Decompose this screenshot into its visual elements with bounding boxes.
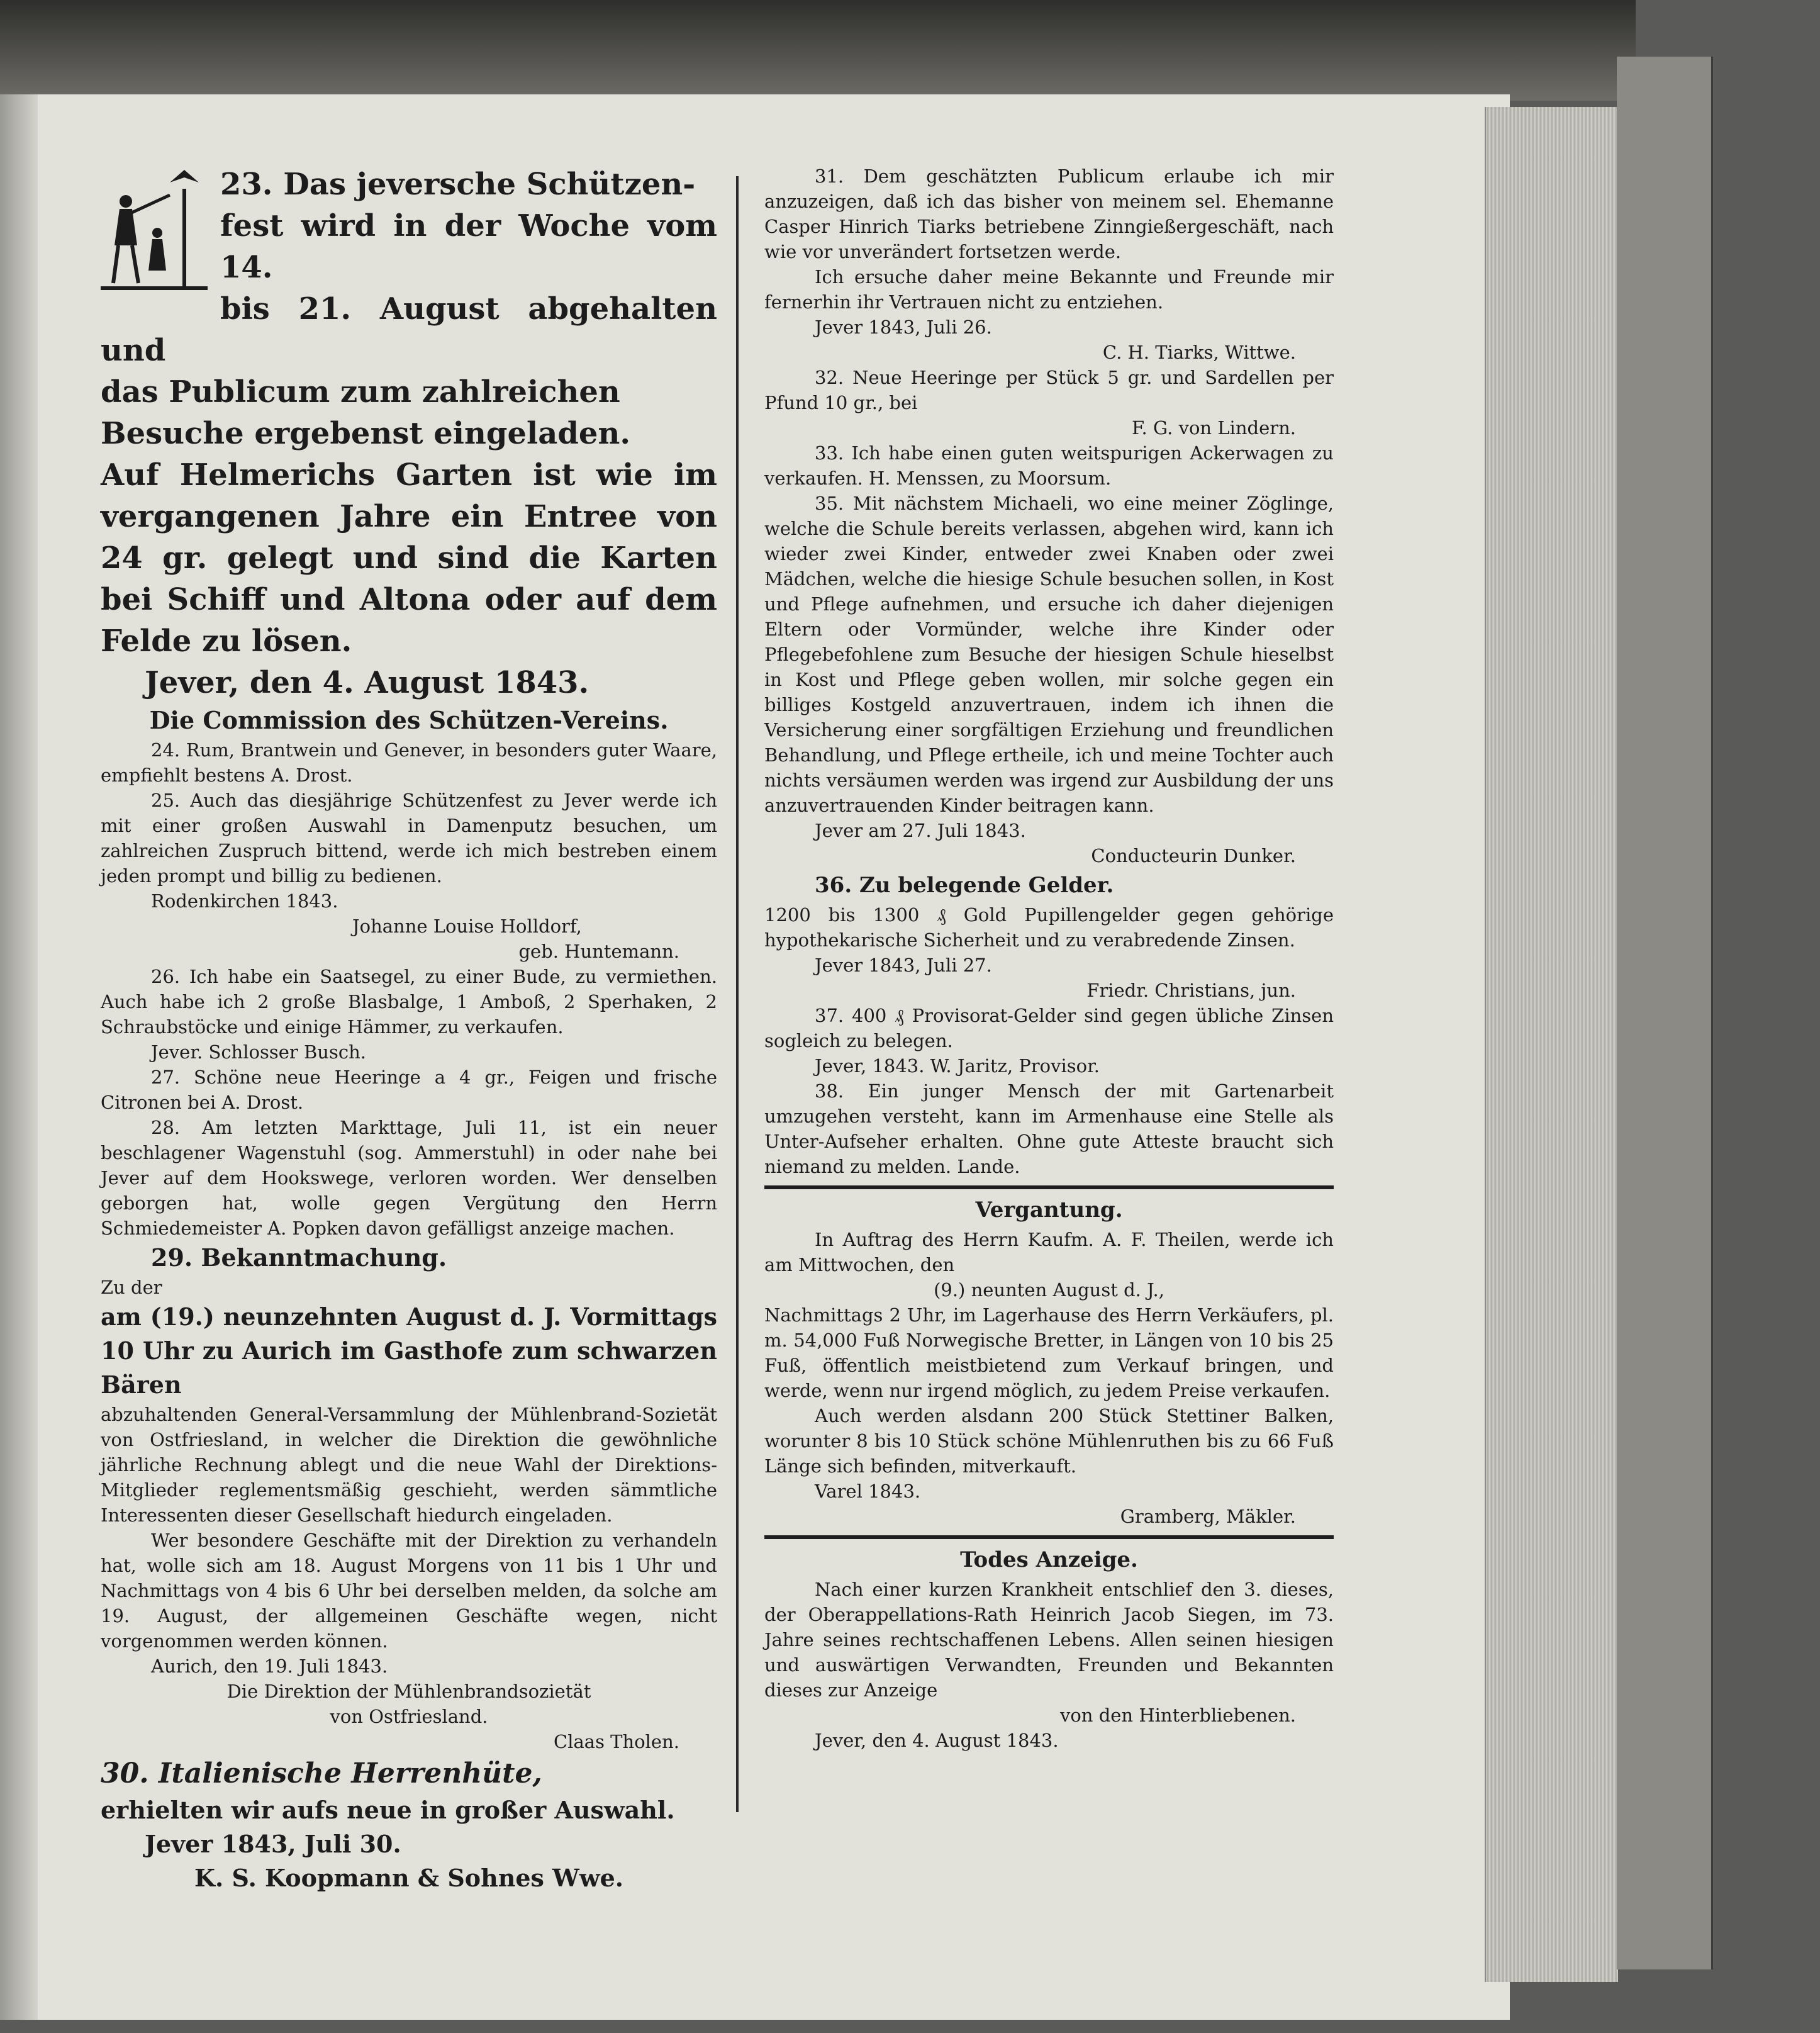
auction-date: (9.) neunten August d. J., [934, 1279, 1164, 1301]
notice-30-heading: 30. Italienische Herrenhüte, [101, 1757, 542, 1789]
notice-26-signature: Jever. Schlosser Busch. [151, 1041, 366, 1063]
notice-30-text: erhielten wir aufs neue in großer Auswahl. [101, 1796, 675, 1824]
notice-29-heading: 29. Bekanntmachung. [151, 1243, 447, 1272]
notice-25: 25. Auch das diesjährige Schützenfest zu Jever werde ich mit einer großen Auswahl in Damenputz besuchen, um zahlreichen Zuspruch bittend, werde ich mich bestreben einem jeden prompt und billig zu bedienen. [101, 790, 717, 887]
notice-25-signature-maiden: geb. Huntemann. [518, 941, 679, 962]
death-notice-signature: von den Hinterbliebenen. [1059, 1705, 1296, 1726]
notice-32-signature: F. G. von Lindern. [1131, 417, 1296, 439]
notice-26: 26. Ich habe ein Saatsegel, zu einer Bude, zu vermiethen. Auch habe ich 2 große Blasbalge, 1 Amboß, 2 Sperhaken, 2 Schraubstöcke und einige Hämmer, zu verkaufen. [101, 966, 717, 1038]
notice-23-line4: das Publicum zum zahlreichen [101, 374, 620, 410]
death-notice-date: Jever, den 4. August 1843. [815, 1730, 1059, 1751]
notice-24: 24. Rum, Brantwein und Genever, in besonders guter Waare, empfiehlt bestens A. Drost. [101, 739, 717, 786]
notice-29-meeting: am (19.) neunzehnten August d. J. Vormittags 10 Uhr zu Aurich im Gasthofe zum schwarzen Bären [101, 1302, 717, 1399]
notice-29-text-2: Wer besondere Geschäfte mit der Direktion zu verhandeln hat, wolle sich am 18. August Morgens von 11 bis 1 Uhr und Nachmittags von 4 bis 6 Uhr bei derselben melden, da solche am 19. August, der allgemeinen Geschäfte wegen, nicht vorgenommen werden können. [101, 1530, 717, 1652]
notice-25-place: Rodenkirchen 1843. [151, 890, 338, 912]
notice-29-signature-name: Claas Tholen. [554, 1731, 679, 1752]
notice-31-signature: C. H. Tiarks, Wittwe. [1102, 342, 1296, 363]
notice-33: 33. Ich habe einen guten weitspurigen Ackerwagen zu verkaufen. H. Menssen, zu Moorsum. [764, 442, 1334, 489]
notice-30-signature: K. S. Koopmann & Sohnes Wwe. [194, 1864, 623, 1892]
notice-36-signature: Friedr. Christians, jun. [1086, 980, 1296, 1001]
notice-35-date: Jever am 27. Juli 1843. [815, 820, 1026, 841]
notice-37: 37. 400 ₰ Provisorat-Gelder sind gegen übliche Zinsen sogleich zu belegen. [764, 1005, 1334, 1051]
auction-text: In Auftrag des Herrn Kaufm. A. F. Theilen, werde ich am Mittwochen, den [764, 1229, 1334, 1275]
death-notice-heading: Todes Anzeige. [960, 1547, 1138, 1572]
notice-29-signature: Die Direktion der Mühlenbrandsozietät [226, 1681, 591, 1702]
notice-32: 32. Neue Heeringe per Stück 5 gr. und Sardellen per Pfund 10 gr., bei [764, 367, 1334, 413]
notice-36-heading: 36. Zu belegende Gelder. [815, 873, 1114, 898]
notice-23-line2: fest wird in der Woche vom 14. [220, 208, 717, 285]
notice-23-line5: Besuche ergebenst eingeladen. [101, 416, 631, 451]
book-fore-edge [1485, 107, 1618, 1982]
notice-30-date: Jever 1843, Juli 30. [145, 1830, 401, 1858]
notice-25-signature: Johanne Louise Holldorf, [352, 916, 582, 937]
notice-29-text: abzuhaltenden General-Versammlung der Mühlenbrand-Sozietät von Ostfriesland, in welcher die Direktion die gewöhnliche jährliche Rechnung ablegt und die neue Wahl der Direktions-Mitglieder reglementsmäßig geschieht, werden sämmtliche Interessenten dieser Gesellschaft hiedurch eingeladen. [101, 1404, 717, 1526]
notice-31: 31. Dem geschätzten Publicum erlaube ich mir anzuzeigen, daß ich das bisher von meinem sel. Ehemanne Casper Hinrich Tiarks betriebene Zinngießergeschäft, nach wie vor unverändert fortsetzen werde. [764, 165, 1334, 262]
section-divider [764, 1185, 1334, 1189]
notice-31-text-2: Ich ersuche daher meine Bekannte und Freunde mir fernerhin ihr Vertrauen nicht zu entziehen. [764, 266, 1334, 313]
section-divider-2 [764, 1535, 1334, 1539]
notice-28: 28. Am letzten Markttage, Juli 11, ist ein neuer beschlagener Wagenstuhl (sog. Ammerstuhl) in oder nahe bei Jever auf dem Hookswege, verloren worden. Wer denselben geborgen hat, wolle gegen Vergütung den Herrn Schmiedemeister A. Popken davon gefälligst anzeige machen. [101, 1117, 717, 1239]
notice-23-text: Auf Helmerichs Garten ist wie im vergangenen Jahre ein Entree von 24 gr. gelegt und sind die Karten bei Schiff und Altona oder auf dem Felde zu lösen. [101, 457, 717, 659]
auction-text-3: Auch werden alsdann 200 Stück Stettiner Balken, worunter 8 bis 10 Stück schöne Mühlenruthen bis zu 66 Fuß Länge sich befinden, mitverkauft. [764, 1405, 1334, 1477]
page-gutter [0, 94, 38, 2020]
auction-heading: Vergantung. [975, 1197, 1123, 1223]
notice-35: 35. Mit nächstem Michaeli, wo eine meiner Zöglinge, welche die Schule bereits verlassen, abgehen wird, kann ich wieder zwei Kinder, entweder zwei Knaben oder zwei Mädchen, welche die hiesige Schule besuchen sollen, in Kost und Pflege aufnehmen, und ersuche ich daher diejenigen Eltern oder Vormünder, welche ihre Kinder oder Pflegebefohlene zum Besuche der hiesigen Schule hieselbst in Kost und Pflege geben wollen, mir solche gegen ein billiges Kostgeld anzuvertrauen, indem ich ihnen die Versicherung einer sorgfältigen Erziehung und freundlichen Behandlung, und Pflege ertheile, ich und meine Tochter auch nichts versäumen werden was irgend zur Ausbildung der uns anzuvertrauenden Kinder beitragen kann. [764, 493, 1334, 816]
right-column [764, 164, 1334, 1753]
notice-27: 27. Schöne neue Heeringe a 4 gr., Feigen und frische Citronen bei A. Drost. [101, 1067, 717, 1113]
marksman-emblem-icon [101, 164, 208, 296]
notice-31-date: Jever 1843, Juli 26. [815, 316, 992, 338]
notice-29-zu-der: Zu der [101, 1277, 162, 1298]
notice-38: 38. Ein junger Mensch der mit Gartenarbeit umzugehen versteht, kann im Armenhause eine Stelle als Unter-Aufseher erhalten. Ohne gute Atteste braucht sich niemand zu melden. Lande. [764, 1080, 1334, 1177]
notice-35-signature: Conducteurin Dunker. [1091, 845, 1296, 866]
death-notice-text: Nach einer kurzen Krankheit entschlief den 3. dieses, der Oberappellations-Rath Heinrich Jacob Siegen, im 73. Jahre seines rechtschaffenen Lebens. Allen seinen hiesigen und auswärtigen Verwandten, Freunden und Bekannten dieses zur Anzeige [764, 1579, 1334, 1701]
notice-37-signature: Jever, 1843. W. Jaritz, Provisor. [815, 1055, 1100, 1077]
notice-36-date: Jever 1843, Juli 27. [815, 955, 992, 976]
book-cover [1617, 57, 1713, 1969]
notice-23-line3: bis 21. August abgehalten und [101, 291, 717, 368]
notice-23-date: Jever, den 4. August 1843. [145, 665, 589, 700]
column-rule [736, 176, 739, 1812]
auction-place: Varel 1843. [815, 1481, 921, 1502]
notice-29-signature-2: von Ostfriesland. [330, 1706, 488, 1727]
book-binding-top [0, 0, 1636, 101]
notice-36: 1200 bis 1300 ₰ Gold Pupillengelder gegen gehörige hypothekarische Sicherheit und zu verabredende Zinsen. [764, 904, 1334, 951]
auction-signature: Gramberg, Mäkler. [1120, 1506, 1296, 1527]
notice-23 [101, 164, 717, 737]
left-column [101, 164, 717, 1895]
auction-text-2: Nachmittags 2 Uhr, im Lagerhause des Herrn Verkäufers, pl. m. 54,000 Fuß Norwegische Bretter, in Längen von 10 bis 25 Fuß, öffentlich meistbietend zum Verkauf bringen, und werde, wenn nur irgend möglich, zu jedem Preise verkaufen. [764, 1304, 1334, 1401]
notice-29-date: Aurich, den 19. Juli 1843. [151, 1655, 388, 1677]
notice-23-line1: 23. Das jeversche Schützen- [220, 167, 696, 202]
notice-23-signature: Die Commission des Schützen-Vereins. [149, 706, 669, 734]
